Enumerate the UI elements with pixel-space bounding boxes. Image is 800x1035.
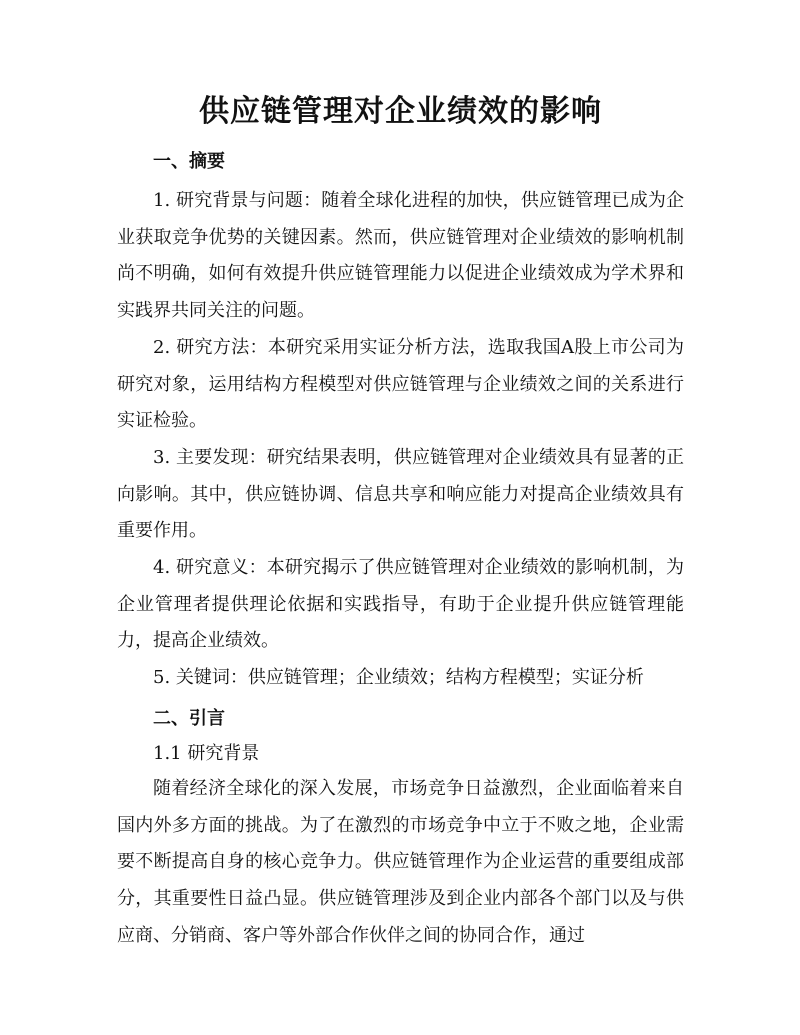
intro-paragraph: 随着经济全球化的深入发展，市场竞争日益激烈，企业面临着来自国内外多方面的挑战。为了在激烈的市场竞争中立于不败之地，企业需要不断提高自身的核心竞争力。供应链管理作为企业运营的重要组成部分，其重要性日益凸显。供应链管理涉及到企业内部各个部门以及与供应商、分销商、客户等外部合作伙伴之间的协同合作，通过 (117, 777, 684, 946)
section-heading-introduction: 二、引言 (153, 707, 225, 729)
document-title: 供应链管理对企业绩效的影响 (199, 94, 602, 129)
subsection-heading-background: 1.1 研究背景 (153, 742, 260, 764)
abstract-item: 3. 主要发现：研究结果表明，供应链管理对企业绩效具有显著的正向影响。其中，供应链协调、信息共享和响应能力对提高企业绩效具有重要作用。 (117, 446, 684, 542)
abstract-item: 1. 研究背景与问题：随着全球化进程的加快，供应链管理已成为企业获取竞争优势的关键因素。然而，供应链管理对企业绩效的影响机制尚不明确，如何有效提升供应链管理能力以促进企业绩效成为学术界和实践界共同关注的问题。 (117, 190, 684, 322)
abstract-item: 4. 研究意义：本研究揭示了供应链管理对企业绩效的影响机制，为企业管理者提供理论依据和实践指导，有助于企业提升供应链管理能力，提高企业绩效。 (117, 557, 684, 652)
section-heading-abstract: 一、摘要 (153, 151, 225, 172)
abstract-item: 2. 研究方法：本研究采用实证分析方法，选取我国A股上市公司为研究对象，运用结构方程模型对供应链管理与企业绩效之间的关系进行实证检验。 (117, 336, 684, 432)
abstract-keywords: 5. 关键词：供应链管理；企业绩效；结构方程模型；实证分析 (153, 667, 644, 689)
